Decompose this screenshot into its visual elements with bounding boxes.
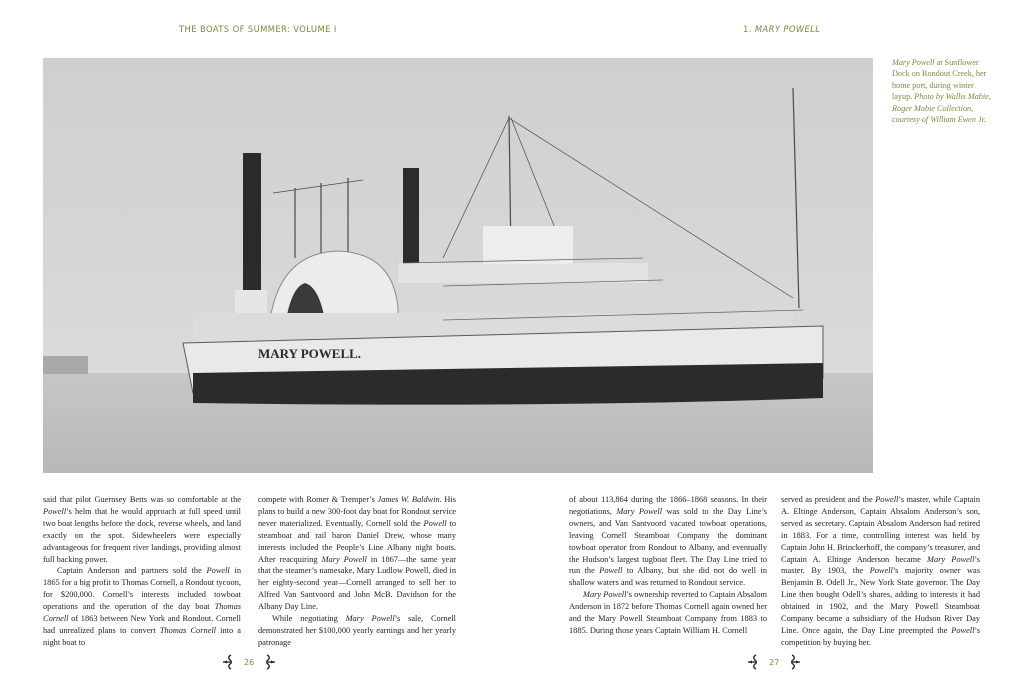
body-paragraph: Mary Powell’s ownership reverted to Captain Absalom Anderson in 1872 before Thomas Cornell again owned her and the Mary Powell Steamboat Company from 1883 to 1885. During those years Captain William H. Cornell [569,590,767,635]
body-paragraph: Captain Anderson and partners sold the Powell in 1865 for a big profit to Thomas Cornell, a Rondout tycoon, for $200,000. Cornell’s interests included towboat operations and the operation of the day boat Thomas Cornell of 1863 between New York and Rondout. Cornell had unrealized plans to convert Thomas Cornell into a night boat to [43,566,242,647]
caption-boat-name: Mary Powell [892,58,935,67]
body-column-3 [569,494,767,637]
fleuron-left-icon [222,654,236,670]
distant-dock [43,356,88,374]
folio-left [222,654,276,670]
hull-lettering: MARY POWELL. [258,346,362,361]
fleuron-right-icon [262,654,276,670]
pilothouse-deck [398,263,648,283]
caption-credit: Photo by Wallis Mabie, Roger Mabie Collection, courtesy of William Ewen Jr. [892,92,991,125]
body-paragraph: said that pilot Guernsey Betts was so comfortable at the Powell’s helm that he would approach at full speed until two boat lengths before the dock, reverse wheels, and land exactly on the spot. Sidewheelers were especially advantageous for frequent river landings, providing almost full backing power. [43,495,241,564]
body-paragraph: compete with Romer & Tremper’s James W. Baldwin. His plans to build a new 300-foot day boat for Rondout service never materialized. Eventually, Cornell sold the Powell to steamboat and rail baron Daniel Drew, whose many interests included the People’s Line Albany night boats. After reacquiring Mary Powell in 1867—the same year that the steamer’s namesake, Mary Ludlow Powell, died in her eighty-second year—Cornell arranged to sell her to Alfred Van Santvoord and John McB. Davidson for the Albany Day Line. [258,495,457,612]
fleuron-right-icon [787,654,801,670]
steamboat-photo-illustration [43,58,873,473]
smokestack-aft [243,153,261,303]
caption-text: at Sunflower Dock on Rondout Creek, her home port, during winter layup. [892,58,987,102]
fleuron-left-icon [747,654,761,670]
page-number-left: 26 [244,657,255,667]
folio-right [747,654,801,670]
pilothouse [483,226,573,264]
photo-caption [892,57,992,125]
steamboat-photo [43,58,873,473]
body-paragraph: of about 113,864 during the 1866–1868 seasons. In their negotiations, Mary Powell was sold to the Day Line’s owners, and Van Santvoord vacated towboat operations, leaving Cornell Steamboat Company the dominant towboat operator from Rondout to Albany, and eventually the Hudson’s largest tugboat fleet. The Day Line tried to run the Powell to Albany, but she did not do well in shallow waters and was returned to Rondout service. [569,495,768,588]
running-head-right [743,24,820,34]
body-paragraph: served as president and the Powell’s master, while Captain A. Eltinge Anderson, Captain Absalom Anderson’s son, served as secretary. Captain Absalom Anderson had retired in 1883. For a time, controlling interest was held by Captain John H. Brinckerhoff, the company’s treasurer, and Captain A. Eltinge Anderson became Mary Powell’s master. By 1903, the Powell’s majority owner was Benjamin B. Odell Jr., New York State governor. The Day Line then bought Odell’s shares, adding to interests it had obtained in 1902, and the Mary Powell Steamboat Company became a subsidiary of the Hudson River Day Line. Once again, the Day Line preempted the Powell’s competition by buying her. [781,495,981,647]
running-head-left: THE BOATS OF SUMMER: VOLUME I [179,24,337,34]
body-paragraph: While negotiating Mary Powell’s sale, Cornell demonstrated her $100,000 yearly earnings and her yearly patronage [258,614,456,647]
body-column-1 [43,494,241,649]
chapter-number: 1. [743,24,752,34]
chapter-title: MARY POWELL [754,24,821,34]
page-number-right: 27 [769,657,780,667]
body-column-2 [258,494,456,649]
body-column-4 [781,494,980,649]
